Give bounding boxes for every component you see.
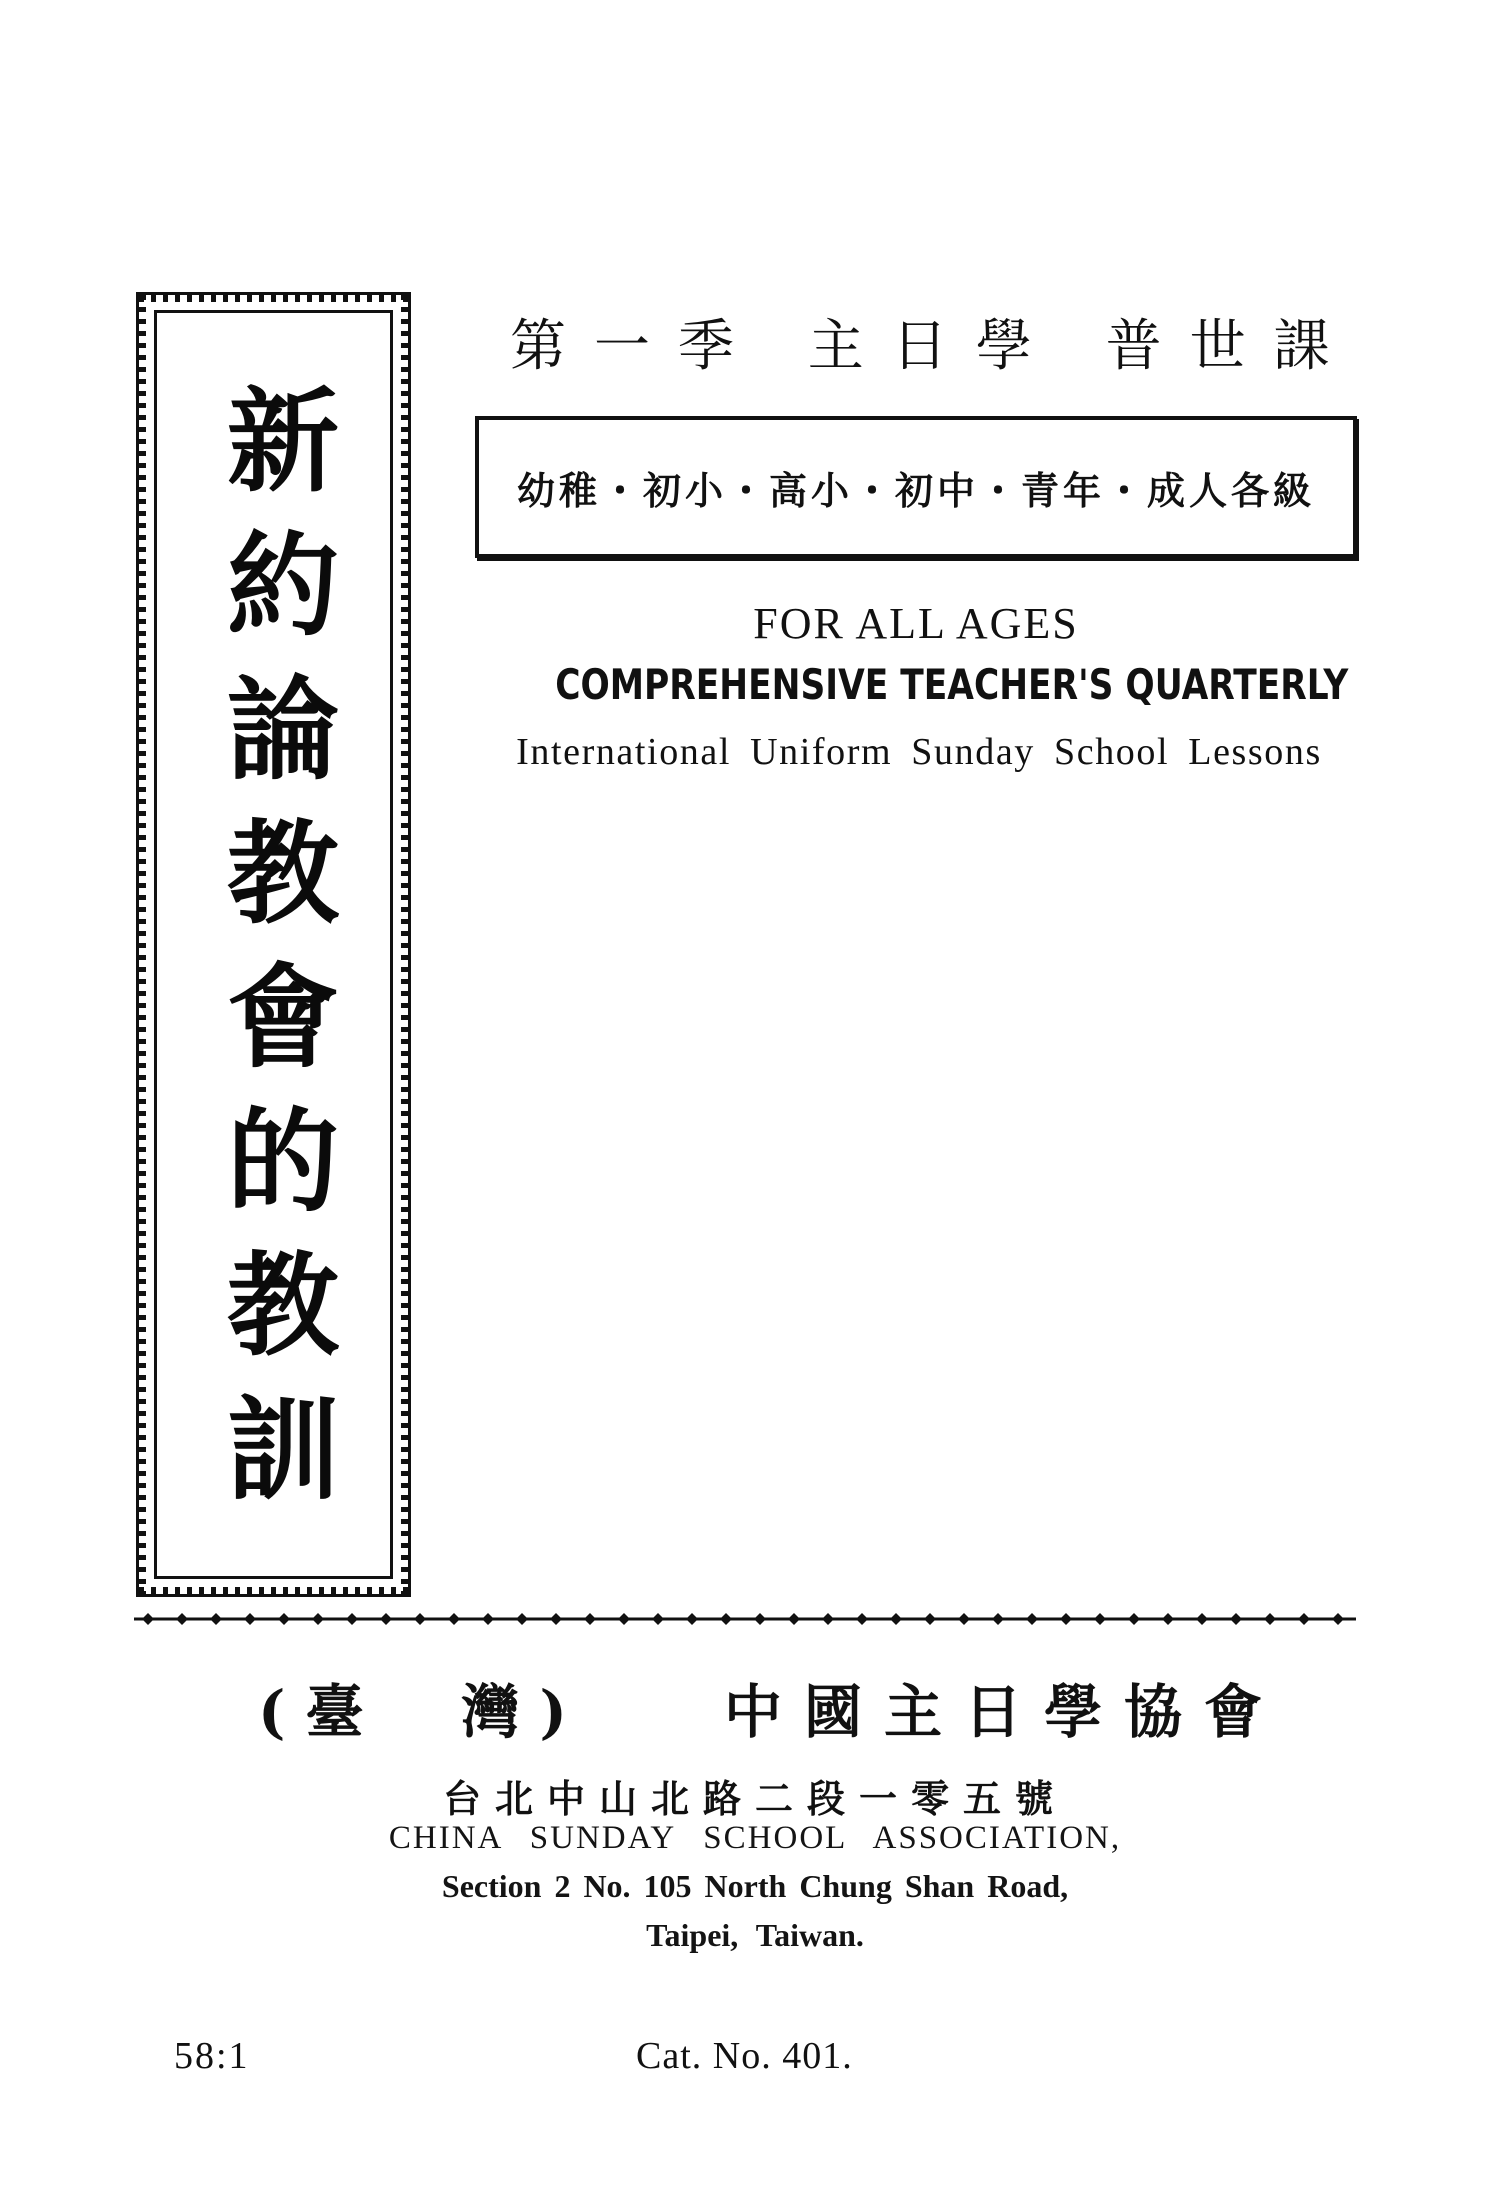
- publisher-chinese-name: 中國主日學協會: [724, 1678, 1285, 1746]
- title-inner-frame: [154, 310, 393, 1579]
- publisher-region: (臺 灣): [258, 1678, 587, 1746]
- page-code: 58:1: [174, 2035, 250, 2077]
- catalog-number: Cat. No. 401.: [636, 2035, 853, 2077]
- uniform-lessons-subtitle: International Uniform Sunday School Lessons: [516, 731, 1322, 773]
- vertical-cover-title: 新約論教會的教訓: [208, 381, 340, 1534]
- for-all-ages-line: FOR ALL AGES: [753, 599, 1079, 648]
- decorative-divider: [134, 1611, 1356, 1627]
- city-country-line: Taipei, Taiwan.: [646, 1917, 864, 1953]
- grade-levels-box: [475, 416, 1357, 558]
- grade-levels-text: 幼稚・初小・高小・初中・青年・成人各級: [516, 467, 1315, 513]
- comprehensive-quarterly-title: COMPREHENSIVE TEACHER'S QUARTERLY: [555, 660, 1349, 709]
- chinese-address: 台北中山北路二段一零五號: [442, 1776, 1067, 1821]
- vertical-title-panel: [136, 292, 411, 1597]
- publisher-english-name: CHINA SUNDAY SCHOOL ASSOCIATION,: [388, 1820, 1122, 1856]
- quarter-heading: 第一季 主日學 普世課: [510, 314, 1358, 379]
- english-address-line: Section 2 No. 105 North Chung Shan Road,: [441, 1868, 1069, 1904]
